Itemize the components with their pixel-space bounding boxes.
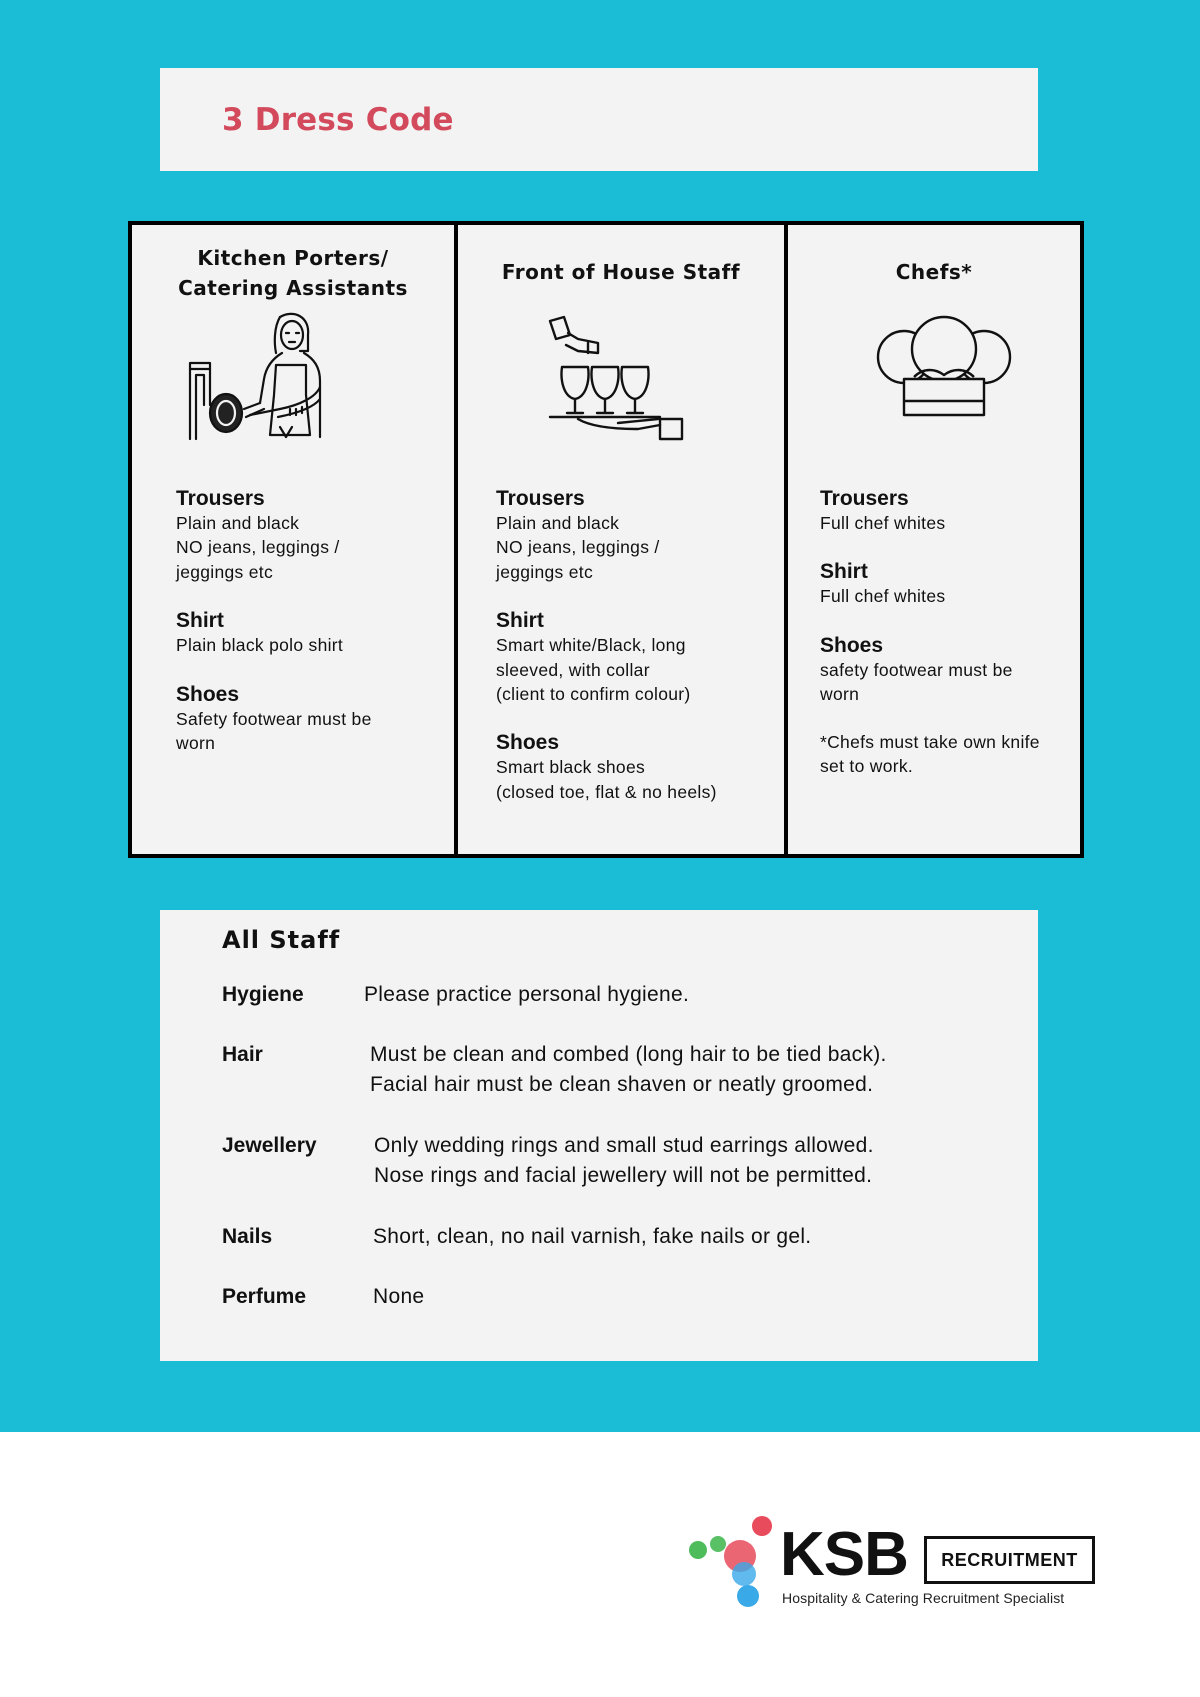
role-column-kitchen-porters	[132, 225, 458, 854]
role-title: Front of House Staff	[501, 260, 741, 284]
item-text: safety footwear must be worn	[820, 659, 1013, 705]
rule-label: Perfume	[222, 1285, 307, 1308]
rule-label: Nails	[222, 1225, 273, 1248]
role-items	[496, 487, 776, 829]
role-title: Chefs*	[895, 260, 973, 284]
logo-dots-icon	[686, 1514, 786, 1614]
rule-text: Only wedding rings and small stud earrings allowed. Nose rings and facial jewellery will not be permitted.	[374, 1134, 874, 1187]
item-trousers	[820, 487, 1074, 535]
logo-tagline: Hospitality & Catering Recruitment Specialist	[782, 1590, 1065, 1606]
item-heading: Trousers	[820, 487, 909, 510]
item-text: Smart black shoes (closed toe, flat & no heels)	[496, 757, 717, 802]
item-trousers	[176, 487, 446, 584]
item-heading: Shirt	[820, 560, 868, 584]
item-text: Plain and black NO jeans, leggings / jeggings etc	[176, 513, 340, 582]
rule-label: Hair	[222, 1043, 263, 1066]
ksb-logo	[686, 1514, 1096, 1614]
item-shirt	[820, 560, 1074, 608]
rule-label: Hygiene	[222, 983, 304, 1006]
item-trousers	[496, 487, 776, 584]
rule-text: None	[373, 1285, 425, 1308]
role-dress-table	[128, 221, 1084, 858]
rule-text: Short, clean, no nail varnish, fake nails or gel.	[373, 1225, 812, 1248]
item-text: Plain black polo shirt	[176, 635, 344, 656]
role-items	[820, 487, 1074, 778]
item-shoes	[820, 634, 1074, 707]
item-heading: Shoes	[496, 731, 560, 755]
item-heading: Shoes	[176, 682, 240, 706]
logo-badge: RECRUITMENT	[924, 1536, 1095, 1584]
item-heading: Shoes	[820, 633, 884, 657]
role-column-chefs	[788, 225, 1080, 854]
chef-hat-icon	[876, 315, 1016, 439]
item-heading: Shirt	[496, 609, 544, 633]
item-text: Full chef whites	[820, 586, 946, 607]
item-heading: Trousers	[496, 487, 585, 510]
rule-text: Must be clean and combed (long hair to be tied back). Facial hair must be clean shaven or neatly groomed.	[370, 1043, 887, 1096]
dishwasher-person-icon	[184, 309, 334, 453]
title-panel	[160, 68, 1038, 171]
chef-note: *Chefs must take own knife set to work.	[820, 731, 1040, 777]
item-text: Full chef whites	[820, 513, 946, 533]
item-text: Smart white/Black, long sleeved, with collar (client to confirm colour)	[496, 635, 691, 705]
item-heading: Shirt	[176, 609, 224, 633]
page-title: 3 Dress Code	[222, 102, 454, 138]
item-shoes	[176, 683, 446, 756]
item-text: Safety footwear must be worn	[176, 708, 372, 754]
all-staff-panel	[160, 910, 1038, 1361]
role-column-front-of-house	[458, 225, 788, 854]
item-text: Plain and black NO jeans, leggings / jeggings etc	[496, 513, 660, 582]
item-shirt	[176, 609, 446, 657]
wine-glasses-tray-icon	[548, 313, 688, 457]
rule-text: Please practice personal hygiene.	[364, 983, 690, 1006]
item-shirt	[496, 609, 776, 706]
item-shoes	[496, 731, 776, 804]
all-staff-title: All Staff	[222, 926, 341, 954]
rule-label: Jewellery	[222, 1134, 317, 1157]
role-title: Kitchen Porters/ Catering Assistants	[178, 246, 408, 300]
item-heading: Trousers	[176, 487, 265, 510]
role-items	[176, 487, 446, 780]
logo-brand: KSB	[780, 1520, 908, 1589]
